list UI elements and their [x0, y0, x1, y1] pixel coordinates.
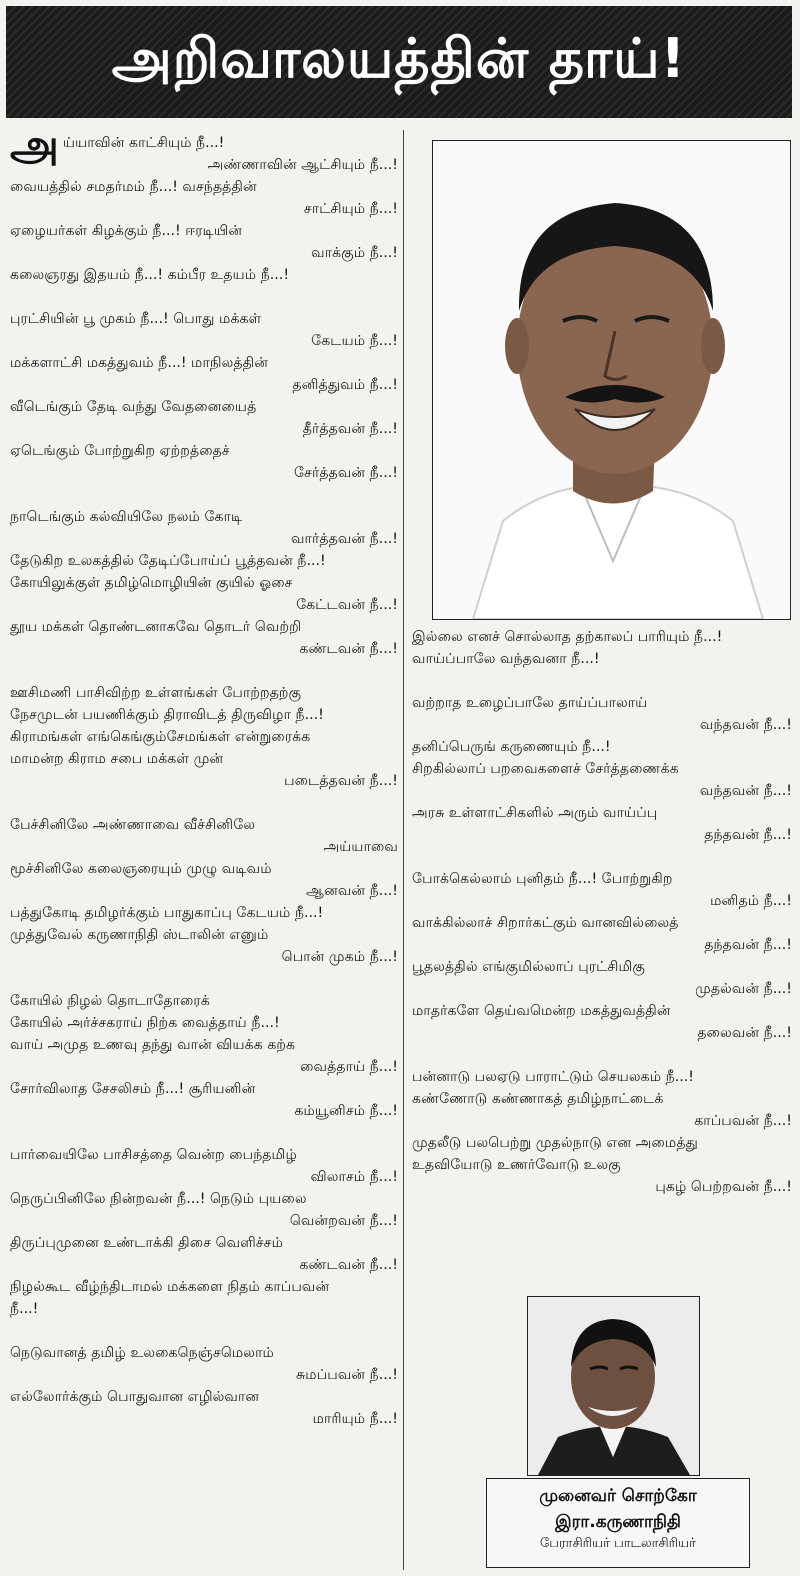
- poem-line: [10, 594, 398, 616]
- poem-line-text: சுமப்பவன் நீ...!: [296, 1367, 398, 1383]
- poem-line-text: மாமன்ற கிராம சபை மக்கள் முன்: [10, 751, 224, 767]
- poem-line-text: பேச்சினிலே அண்ணாவை வீச்சினிலே: [10, 817, 256, 833]
- poem-line-text: பொன் முகம் நீ...!: [281, 949, 398, 965]
- poem-line: [10, 682, 398, 704]
- poem-line: [10, 770, 398, 792]
- poem-line: [412, 1154, 792, 1176]
- page-title: அறிவாலயத்தின் தாய்!: [111, 26, 687, 90]
- poem-line: [412, 648, 792, 670]
- poem-line: [10, 396, 398, 418]
- drop-cap: அ: [10, 120, 59, 171]
- poem-line-text: சேர்த்தவன் நீ...!: [294, 465, 398, 481]
- poem-line-text: சிறகில்லாப் பறவைகளைச் சேர்த்தணைக்க: [412, 761, 679, 777]
- poem-line-text: சாட்சியும் நீ...!: [303, 201, 398, 217]
- poem-line-text: வார்த்தவன் நீ...!: [290, 531, 398, 547]
- poem-line: [10, 374, 398, 396]
- poem-line-text: படைத்தவன் நீ...!: [284, 773, 398, 789]
- poem-line-text: காப்பவன் நீ...!: [694, 1113, 792, 1129]
- stanza-gap: [10, 1122, 398, 1144]
- poem-line-text: கண்டவன் நீ...!: [299, 641, 398, 657]
- poem-line-text: உதவியோடு உணர்வோடு உலகு: [412, 1157, 621, 1173]
- poem-line: [10, 638, 398, 660]
- poem-left-column: [10, 120, 398, 1430]
- stanza-gap: [10, 792, 398, 814]
- poem-line-text: வற்றாத உழைப்பாலே தாய்ப்பாலாய்: [412, 695, 648, 711]
- poem-line: [10, 1210, 398, 1232]
- poem-line-text: அரசு உள்ளாட்சிகளில் அரும் வாய்ப்பு: [412, 805, 658, 821]
- poem-line: [10, 1144, 398, 1166]
- poem-line-text: மாரியும் நீ...!: [312, 1411, 398, 1427]
- poem-line: [10, 704, 398, 726]
- poem-line-text: முதல்வன் நீ...!: [695, 981, 792, 997]
- poem-line: [10, 440, 398, 462]
- column-divider: [403, 130, 404, 1570]
- poem-line: [10, 352, 398, 374]
- author-role: பேராசிரியர் பாடலாசிரியர்: [540, 1536, 696, 1551]
- poem-line-text: கண்ணோடு கண்ணாகத் தமிழ்நாட்டைக்: [412, 1091, 664, 1107]
- poem-line: [10, 154, 398, 176]
- poem-line: [10, 858, 398, 880]
- poem-line-text: கம்யூனிசம் நீ...!: [294, 1103, 398, 1119]
- poem-line-text: வாய்ப்பாலே வந்தவனா நீ...!: [412, 651, 600, 667]
- poem-line-text: ஏடெங்கும் போற்றுகிற ஏற்றத்தைச்: [10, 443, 230, 459]
- stanza-gap: [10, 660, 398, 682]
- poem-line-text: கண்டவன் நீ...!: [299, 1257, 398, 1273]
- poem-line: [412, 1000, 792, 1022]
- poem-line: [10, 814, 398, 836]
- poem-line-text: விலாசம் நீ...!: [310, 1169, 398, 1185]
- poem-line: [412, 1022, 792, 1044]
- poem-line-text: பூதலத்தில் எங்குமில்லாப் புரட்சிமிகு: [412, 959, 645, 975]
- poem-line-text: புரட்சியின் பூ முகம் நீ...! பொது மக்கள்: [10, 311, 262, 327]
- poem-line-text: வையத்தில் சமதர்மம் நீ...! வசந்தத்தின்: [10, 179, 257, 195]
- poem-line-text: தந்தவன் நீ...!: [704, 827, 792, 843]
- poem-line: [10, 1342, 398, 1364]
- poem-line-text: எல்லோர்க்கும் பொதுவான எழில்வான: [10, 1389, 260, 1405]
- poem-line: [412, 758, 792, 780]
- poem-line-text: தனித்துவம் நீ...!: [292, 377, 398, 393]
- poem-line-text: தலைவன் நீ...!: [697, 1025, 792, 1041]
- poem-line-text: நிழல்கூட வீழ்ந்திடாமல் மக்களை நிதம் காப்பவன்: [10, 1279, 330, 1295]
- poem-line: [412, 934, 792, 956]
- author-title-name: முனைவர் சொற்கோ: [539, 1486, 697, 1506]
- poem-line-text: தேடுகிற உலகத்தில் தேடிப்போய்ப் பூத்தவன் நீ...!: [10, 553, 326, 569]
- poem-line-text: வாய் அமுத உணவு தந்து வான் வியக்க கற்க: [10, 1037, 296, 1053]
- title-banner: [6, 6, 792, 118]
- poem-line-text: ஆனவன் நீ...!: [306, 883, 398, 899]
- poem-line: [412, 978, 792, 1000]
- poem-line-text: அய்யாவை: [323, 839, 398, 855]
- poem-line: [10, 726, 398, 748]
- poem-line: [10, 330, 398, 352]
- poem-line-text: தந்தவன் நீ...!: [704, 937, 792, 953]
- poem-line: [10, 748, 398, 770]
- poem-line: [10, 902, 398, 924]
- poem-line: [412, 692, 792, 714]
- poem-line: [10, 1232, 398, 1254]
- stanza-gap: [10, 286, 398, 308]
- poem-line: [412, 780, 792, 802]
- poem-line: [412, 1132, 792, 1154]
- poem-line: [412, 626, 792, 648]
- poem-line: [10, 1188, 398, 1210]
- poem-line-text: இல்லை எனச் சொல்லாத தற்காலப் பாரியும் நீ...!: [412, 629, 723, 645]
- poem-line-text: சோர்விலாத சேசலிசம் நீ...! சூரியனின்: [10, 1081, 256, 1097]
- poem-line: [10, 616, 398, 638]
- poem-line-text: பத்துகோடி தமிழர்க்கும் பாதுகாப்பு கேடயம் நீ...!: [10, 905, 324, 921]
- poem-line-text: நாடெங்கும் கல்வியிலே நலம் கோடி: [10, 509, 243, 525]
- poem-line: [412, 1176, 792, 1198]
- stanza-gap: [412, 1044, 792, 1066]
- portrait-photo: [432, 140, 791, 620]
- poem-line-text: கிராமங்கள் எங்கெங்கும்சேமங்கள் என்றுரைக்க: [10, 729, 311, 745]
- poem-line: [10, 506, 398, 528]
- poem-line: [10, 198, 398, 220]
- poem-line: [412, 912, 792, 934]
- poem-line: [412, 890, 792, 912]
- poem-line: [10, 462, 398, 484]
- poem-line-text: போக்கெல்லாம் புனிதம் நீ...! போற்றுகிற: [412, 871, 673, 887]
- stanza-gap: [10, 484, 398, 506]
- poem-line-text: தூய மக்கள் தொண்டனாகவே தொடர் வெற்றி: [10, 619, 302, 635]
- poem-line: [10, 220, 398, 242]
- poem-line: [10, 1364, 398, 1386]
- poem-line: [10, 1276, 398, 1298]
- poem-line-text: தனிப்பெருங் கருணையும் நீ...!: [412, 739, 611, 755]
- poem-line-text: கேட்டவன் நீ...!: [296, 597, 398, 613]
- poem-line: [10, 1254, 398, 1276]
- poem-line: [10, 1166, 398, 1188]
- poem-line: [10, 242, 398, 264]
- poem-line: [10, 924, 398, 946]
- poem-line: [10, 1408, 398, 1430]
- stanza-gap: [10, 1320, 398, 1342]
- poem-line-text: வந்தவன் நீ...!: [699, 783, 792, 799]
- poem-line-text: ய்யாவின் காட்சியும் நீ...!: [62, 135, 225, 151]
- poem-line: [10, 1386, 398, 1408]
- poem-line: [412, 1110, 792, 1132]
- poem-line: [412, 1088, 792, 1110]
- poem-line-text: அண்ணாவின் ஆட்சியும் நீ...!: [207, 157, 398, 173]
- poem-line-text: ஏழையர்கள் கிழக்கும் நீ...! ஈரடியின்: [10, 223, 243, 239]
- poem-line-text: கேடயம் நீ...!: [311, 333, 398, 349]
- poem-line: [10, 528, 398, 550]
- poem-line: [412, 824, 792, 846]
- poem-line: [10, 990, 398, 1012]
- poem-line-text: நேசமுடன் பயணிக்கும் திராவிடத் திருவிழா நீ...!: [10, 707, 324, 723]
- poem-line: [10, 176, 398, 198]
- poem-line: [10, 572, 398, 594]
- poem-line-text: கலைஞரது இதயம் நீ...! கம்பீர உதயம் நீ...!: [10, 267, 290, 283]
- author-name: இரா.கருணாநிதி: [555, 1512, 681, 1532]
- poem-line-text: திருப்புமுனை உண்டாக்கி திசை வெளிச்சம்: [10, 1235, 284, 1251]
- poem-line-text: மாதர்களே தெய்வமென்ற மகத்துவத்தின்: [412, 1003, 671, 1019]
- poet-photo: [527, 1296, 700, 1476]
- poem-right-column: [412, 626, 792, 1198]
- poem-line-text: பன்னாடு பலஏடு பாராட்டும் செயலகம் நீ...!: [412, 1069, 694, 1085]
- poem-line: [412, 868, 792, 890]
- poem-line-text: புகழ் பெற்றவன் நீ...!: [655, 1179, 792, 1195]
- poem-line-text: தீர்த்தவன் நீ...!: [302, 421, 398, 437]
- poem-line-text: நெருப்பினிலே நின்றவன் நீ...! நெடும் புயலை: [10, 1191, 307, 1207]
- poem-line-text: வென்றவன் நீ...!: [289, 1213, 398, 1229]
- poem-line: [412, 802, 792, 824]
- poem-line-text: வாக்கும் நீ...!: [311, 245, 398, 261]
- poem-line-text: வீடெங்கும் தேடி வந்து வேதனையைத்: [10, 399, 257, 415]
- poem-line-text: கோயில் அர்ச்சகராய் நிற்க வைத்தாய் நீ...!: [10, 1015, 280, 1031]
- poem-line: [10, 550, 398, 572]
- poem-line-text: மக்களாட்சி மகத்துவம் நீ...! மாநிலத்தின்: [10, 355, 269, 371]
- poem-line: [412, 736, 792, 758]
- poem-line: [10, 1012, 398, 1034]
- poem-line-text: மனிதம் நீ...!: [710, 893, 792, 909]
- poem-line-text: மூச்சினிலே கலைஞரையும் முழு வடிவம்: [10, 861, 272, 877]
- poem-line: [10, 946, 398, 968]
- poem-line: [10, 1100, 398, 1122]
- poem-line: [412, 1066, 792, 1088]
- poem-line-text: பார்வையிலே பாசிசத்தை வென்ற பைந்தமிழ்: [10, 1147, 297, 1163]
- poem-line-text: வந்தவன் நீ...!: [699, 717, 792, 733]
- stanza-gap: [412, 846, 792, 868]
- poem-line-text: ஊசிமணி பாசிவிற்ற உள்ளங்கள் போற்றதற்கு: [10, 685, 302, 701]
- poem-line-text: வாக்கில்லாச் சிறார்கட்கும் வானவில்லைத்: [412, 915, 679, 931]
- poem-line-text: கோயில் நிழல் தொடாதோரைக்: [10, 993, 210, 1009]
- poem-line: [10, 418, 398, 440]
- poem-line: [10, 836, 398, 858]
- poem-line: [10, 1078, 398, 1100]
- poem-line: [10, 880, 398, 902]
- author-credit-box: [486, 1478, 750, 1568]
- poem-line: [10, 264, 398, 286]
- poem-line-text: வைத்தாய் நீ...!: [300, 1059, 398, 1075]
- stanza-gap: [412, 670, 792, 692]
- poem-line-text: நெடுவானத் தமிழ் உலகைநெஞ்சமெலாம்: [10, 1345, 274, 1361]
- poem-line: [10, 1298, 398, 1320]
- poem-line-text: கோயிலுக்குள் தமிழ்மொழியின் குயில் ஓசை: [10, 575, 293, 591]
- poem-line-text: நீ...!: [10, 1301, 39, 1317]
- poem-line: [412, 956, 792, 978]
- poem-line: [412, 714, 792, 736]
- stanza-gap: [10, 968, 398, 990]
- poem-line: [10, 1056, 398, 1078]
- poem-line-text: முத்துவேல் கருணாநிதி ஸ்டாலின் எனும்: [10, 927, 269, 943]
- poem-line: [10, 308, 398, 330]
- poem-line-text: முதலீடு பலபெற்று முதல்நாடு என அமைத்து: [412, 1135, 698, 1151]
- poem-line: [10, 1034, 398, 1056]
